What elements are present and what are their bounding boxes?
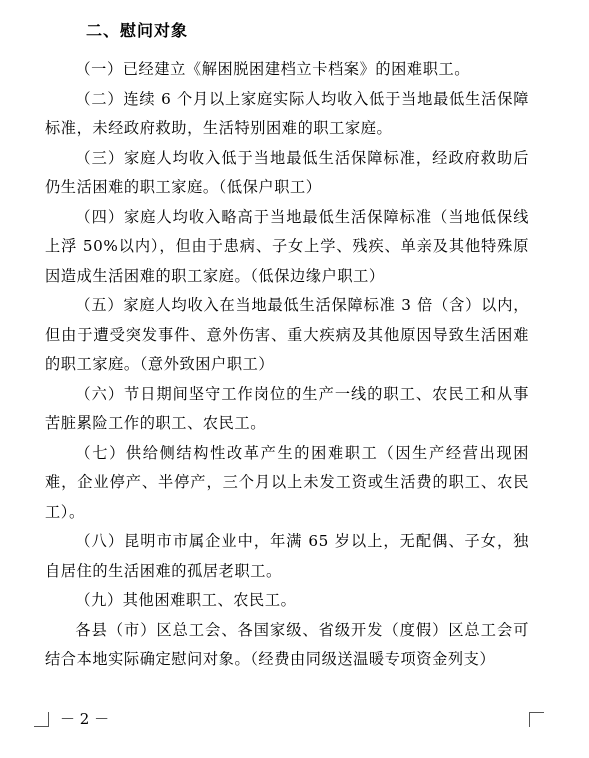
closing-paragraph: 各县（市）区总工会、各国家级、省级开发（度假）区总工会可结合本地实际确定慰问对象。（经费由同级送温暖专项资金列支） — [45, 620, 529, 668]
paragraph-item-2: （二）连续 6 个月以上家庭实际人均收入低于当地最低生活保障标准，未经政府救助，生活特别困难的职工家庭。 — [45, 89, 529, 137]
paragraph-item-6: （六）节日期间坚守工作岗位的生产一线的职工、农民工和从事苦脏累险工作的职工、农民工。 — [45, 384, 529, 432]
section-body — [45, 55, 529, 675]
paragraph-item-3: （三）家庭人均收入低于当地最低生活保障标准，经政府救助后仍生活困难的职工家庭。（低保户职工） — [45, 148, 529, 196]
paragraph-item-7: （七）供给侧结构性改革产生的困难职工（因生产经营出现困难，企业停产、半停产，三个月以上未发工资或生活费的职工、农民工）。 — [45, 443, 529, 521]
paragraph-item-4: （四）家庭人均收入略高于当地最低生活保障标准（当地低保线上浮 50%以内），但由于患病、子女上学、残疾、单亲及其他特殊原因造成生活困难的职工家庭。（低保边缘户职工） — [45, 207, 529, 285]
margin-corner-mark-right — [529, 712, 544, 727]
paragraph-item-8: （八）昆明市市属企业中，年满 65 岁以上，无配偶、子女，独自居住的生活困难的孤居老职工。 — [45, 532, 529, 580]
paragraph-item-1: （一）已经建立《解困脱困建档立卡档案》的困难职工。 — [75, 60, 471, 78]
margin-corner-mark-left — [34, 712, 49, 727]
page-number: － 2 － — [60, 710, 110, 728]
paragraph-item-5: （五）家庭人均收入在当地最低生活保障标准 3 倍（含）以内，但由于遭受突发事件、意外伤害、重大疾病及其他原因导致生活困难的职工家庭。（意外致困户职工） — [45, 296, 529, 373]
paragraph-item-9: （九）其他困难职工、农民工。 — [75, 591, 297, 609]
section-heading: 二、慰问对象 — [86, 21, 189, 40]
